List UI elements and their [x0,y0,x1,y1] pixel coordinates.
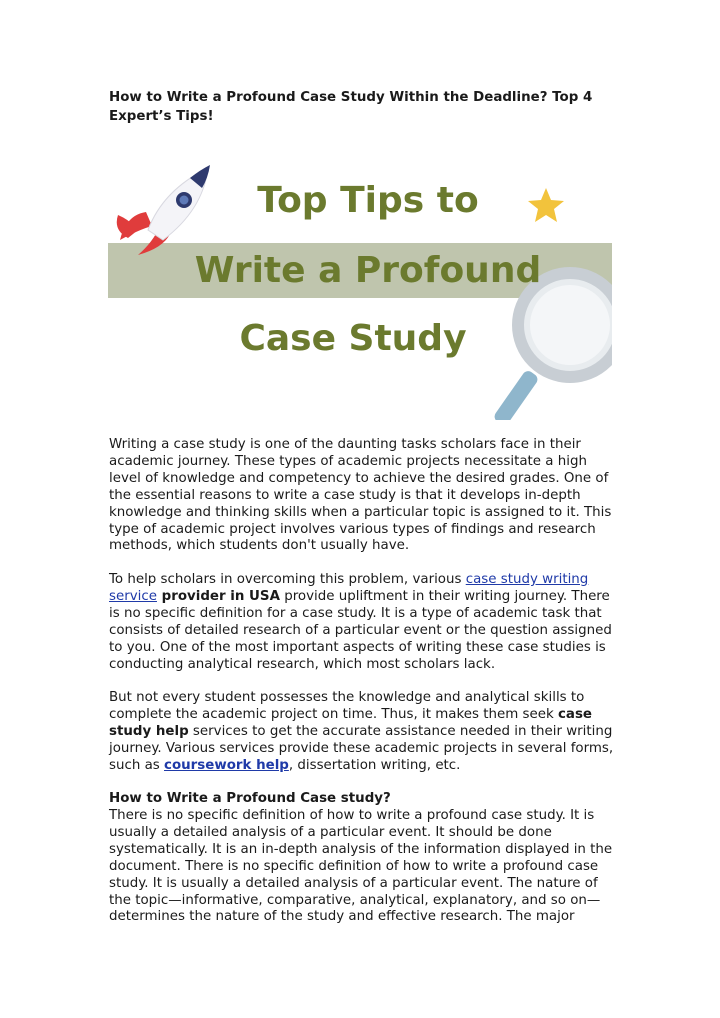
hero-line1: Top Tips to [257,180,479,221]
hero-image [108,160,612,420]
hero-line2: Write a Profound [194,250,542,291]
coursework-help-link[interactable]: coursework help [164,757,289,773]
para3-text-after: , dissertation writing, etc. [288,757,461,773]
para3-text-before: But not every student possesses the knowledge and analytical skills to complete the academic project on time. Thus, it makes them seek [109,690,585,722]
para2-text-after: provide upliftment in their writing journey. There is no specific definition for a case study. It is a type of academic task that consists of detailed research of a particular event or the question assigned to you. One of the most important aspects of writing these case studies is conducting analytical research, which most scholars lack. [109,588,612,672]
para2-text-before: To help scholars in overcoming this problem, various [109,572,466,587]
para2-bold-text: provider in USA [156,588,280,604]
document-title: How to Write a Profound Case Study Within the Deadline? Top 4 Expert’s Tips! [109,90,593,124]
paragraph-services [109,572,614,673]
para3-text-middle: services to get the accurate assistance needed in their writing journey. Various services provide these academic projects in several forms, such as [109,723,614,773]
section-heading: How to Write a Profound Case study? [109,791,391,806]
hero-line3: Case Study [239,318,467,359]
para3-bold-text: case study help [109,706,593,739]
paragraph-definition: There is no specific definition of how to write a profound case study. It is usually a detailed analysis of a particular event. It should be done systematically. It is an in-depth analysis of the information displayed in the document. There is no specific definition of how to write a profound case study. It is usually a detailed analysis of a particular event. The nature of the topic—informative, comparative, analytical, explanatory, and so on—determines the nature of the study and effective research. The major [109,808,613,925]
paragraph-help [109,690,614,775]
rocket-icon [117,165,210,255]
case-study-writing-service-link[interactable]: case study writing service [109,572,589,604]
star-icon [528,188,564,222]
paragraph-intro: Writing a case study is one of the daunting tasks scholars face in their academic journey. These types of academic projects necessitate a high level of knowledge and competency to achieve the desired grades. One of the essential reasons to write a case study is that it develops in-depth knowledge and thinking skills when a particular topic is assigned to it. This type of academic project involves various types of findings and research methods, which students don't usually have. [109,437,612,554]
